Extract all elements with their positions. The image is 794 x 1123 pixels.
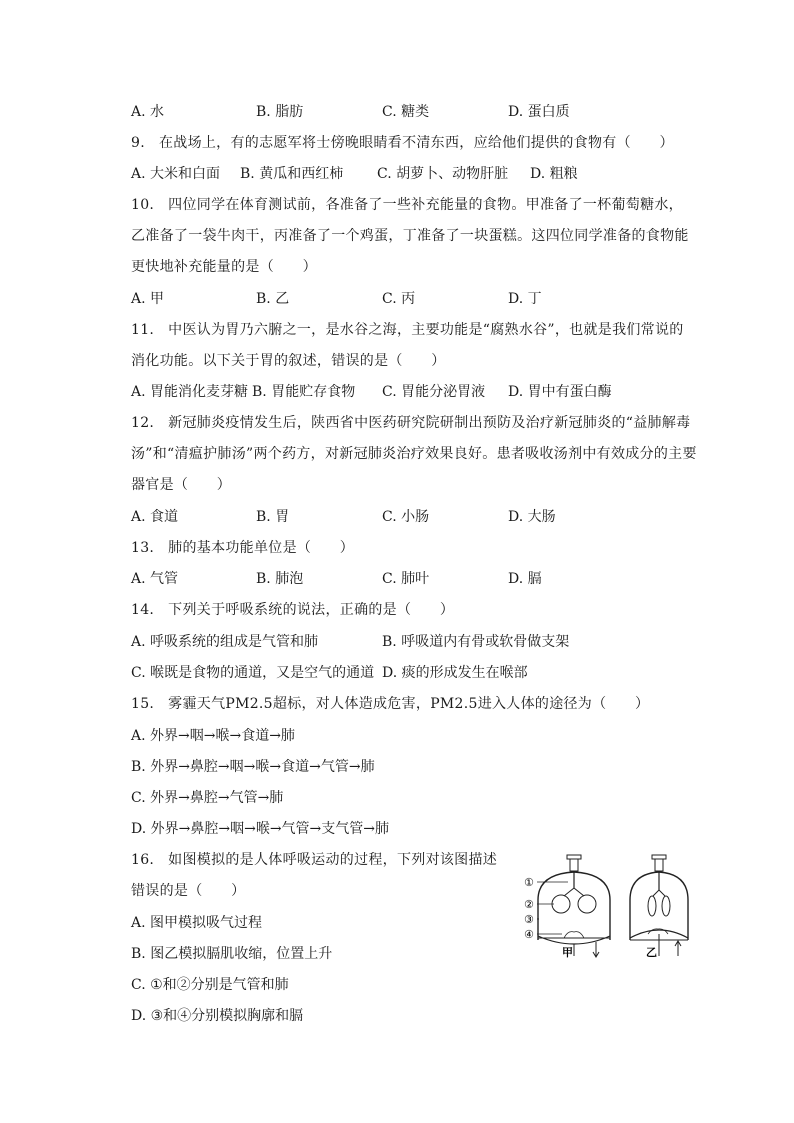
q9-option-b: B. 黄瓜和西红柿 [240,166,344,182]
question-number: 15. [131,696,155,712]
q14-option-d: D. 痰的形成发生在喉部 [382,665,528,681]
q15-option-a: A. 外界→咽→喉→食道→肺 [131,728,295,744]
bell-jar-right [630,855,688,956]
question-11 [131,315,697,377]
label-yi: 乙 [646,946,657,959]
question-text: 中医认为胃乃六腑之一，是水谷之海，主要功能是“腐熟水谷”，也就是我们常说的消化功能。以下关于胃的叙述，错误的是（ ） [131,322,684,369]
q13-option-d: D. 膈 [508,571,542,587]
q14-option-c: C. 喉既是食物的通道，又是空气的通道 [131,665,375,681]
label-jia: 甲 [562,946,573,959]
q8-option-b: B. 脂肪 [256,104,304,120]
q16-option-d: D. ③和④分别模拟胸廓和膈 [131,1008,304,1024]
question-number: 14. [131,602,155,618]
bell-jar-left [538,855,610,957]
question-number: 11. [131,322,155,338]
question-number: 9. [131,135,145,151]
q11-option-a: A. 胃能消化麦芽糖 [131,384,249,400]
marker-4: ④ [524,928,534,941]
q10-option-d: D. 丁 [508,291,542,307]
q15-option-c: C. 外界→鼻腔→气管→肺 [131,790,284,806]
question-text: 在战场上，有的志愿军将士傍晚眼睛看不清东西，应给他们提供的食物有（ ） [158,135,674,151]
q14-option-b: B. 呼吸道内有骨或软骨做支架 [382,634,570,650]
question-10 [131,190,697,283]
q12-option-a: A. 食道 [131,509,179,525]
question-text: 雾霾天气PM2.5超标，对人体造成危害，PM2.5进入人体的途径为（ ） [168,696,650,712]
q8-option-c: C. 糖类 [382,104,430,120]
q10-option-c: C. 丙 [382,291,416,307]
q16-option-c: C. ①和②分别是气管和肺 [131,977,289,993]
question-text: 四位同学在体育测试前，各准备了一些补充能量的食物。甲准备了一杯葡萄糖水，乙准备了一袋牛肉干，丙准备了一个鸡蛋，丁准备了一块蛋糕。这四位同学准备的食物能更快地补充能量的是（ ） [131,197,689,275]
question-text: 如图模拟的是人体呼吸运动的过程，下列对该图描述错误的是（ ） [131,852,498,899]
q9-option-d: D. 粗粮 [530,166,578,182]
question-text: 肺的基本功能单位是（ ） [168,540,355,556]
breathing-model-figure [524,852,696,964]
marker-2: ② [524,898,534,911]
q10-option-a: A. 甲 [131,291,165,307]
question-text: 新冠肺炎疫情发生后，陕西省中医药研究院研制出预防及治疗新冠肺炎的“益肺解毒汤”和“清瘟护肺汤”两个药方，对新冠肺炎治疗效果良好。患者吸收汤剂中有效成分的主要器官是（ ） [131,415,697,493]
q12-option-c: C. 小肠 [382,509,430,525]
q15-option-b: B. 外界→鼻腔→咽→喉→食道→气管→肺 [131,759,375,775]
question-number: 12. [131,415,155,431]
question-16 [131,845,507,907]
marker-3: ③ [524,913,534,926]
question-12 [131,408,697,501]
question-13 [131,533,697,564]
marker-1: ① [524,876,534,889]
q12-option-b: B. 胃 [256,509,290,525]
q15-option-d: D. 外界→鼻腔→咽→喉→气管→支气管→肺 [131,821,390,837]
q12-option-d: D. 大肠 [508,509,556,525]
q11-option-b: B. 胃能贮存食物 [252,384,356,400]
question-9 [131,128,697,159]
q16-option-a: A. 图甲模拟吸气过程 [131,915,263,931]
q16-option-b: B. 图乙模拟膈肌收缩，位置上升 [131,946,333,962]
question-number: 10. [131,197,155,213]
question-number: 13. [131,540,155,556]
q11-option-c: C. 胃能分泌胃液 [382,384,486,400]
q13-option-c: C. 肺叶 [382,571,430,587]
q8-option-d: D. 蛋白质 [508,104,570,120]
q13-option-a: A. 气管 [131,571,179,587]
question-15 [131,689,697,720]
bell-jar-diagram [524,852,696,964]
question-text: 下列关于呼吸系统的说法，正确的是（ ） [168,602,455,618]
q9-option-a: A. 大米和白面 [131,166,221,182]
q11-option-d: D. 胃中有蛋白酶 [508,384,612,400]
question-number: 16. [131,852,155,868]
q10-option-b: B. 乙 [256,291,290,307]
q13-option-b: B. 肺泡 [256,571,304,587]
question-14 [131,595,697,626]
q8-option-a: A. 水 [131,104,165,120]
q14-option-a: A. 呼吸系统的组成是气管和肺 [131,634,319,650]
q9-option-c: C. 胡萝卜、动物肝脏 [377,166,509,182]
